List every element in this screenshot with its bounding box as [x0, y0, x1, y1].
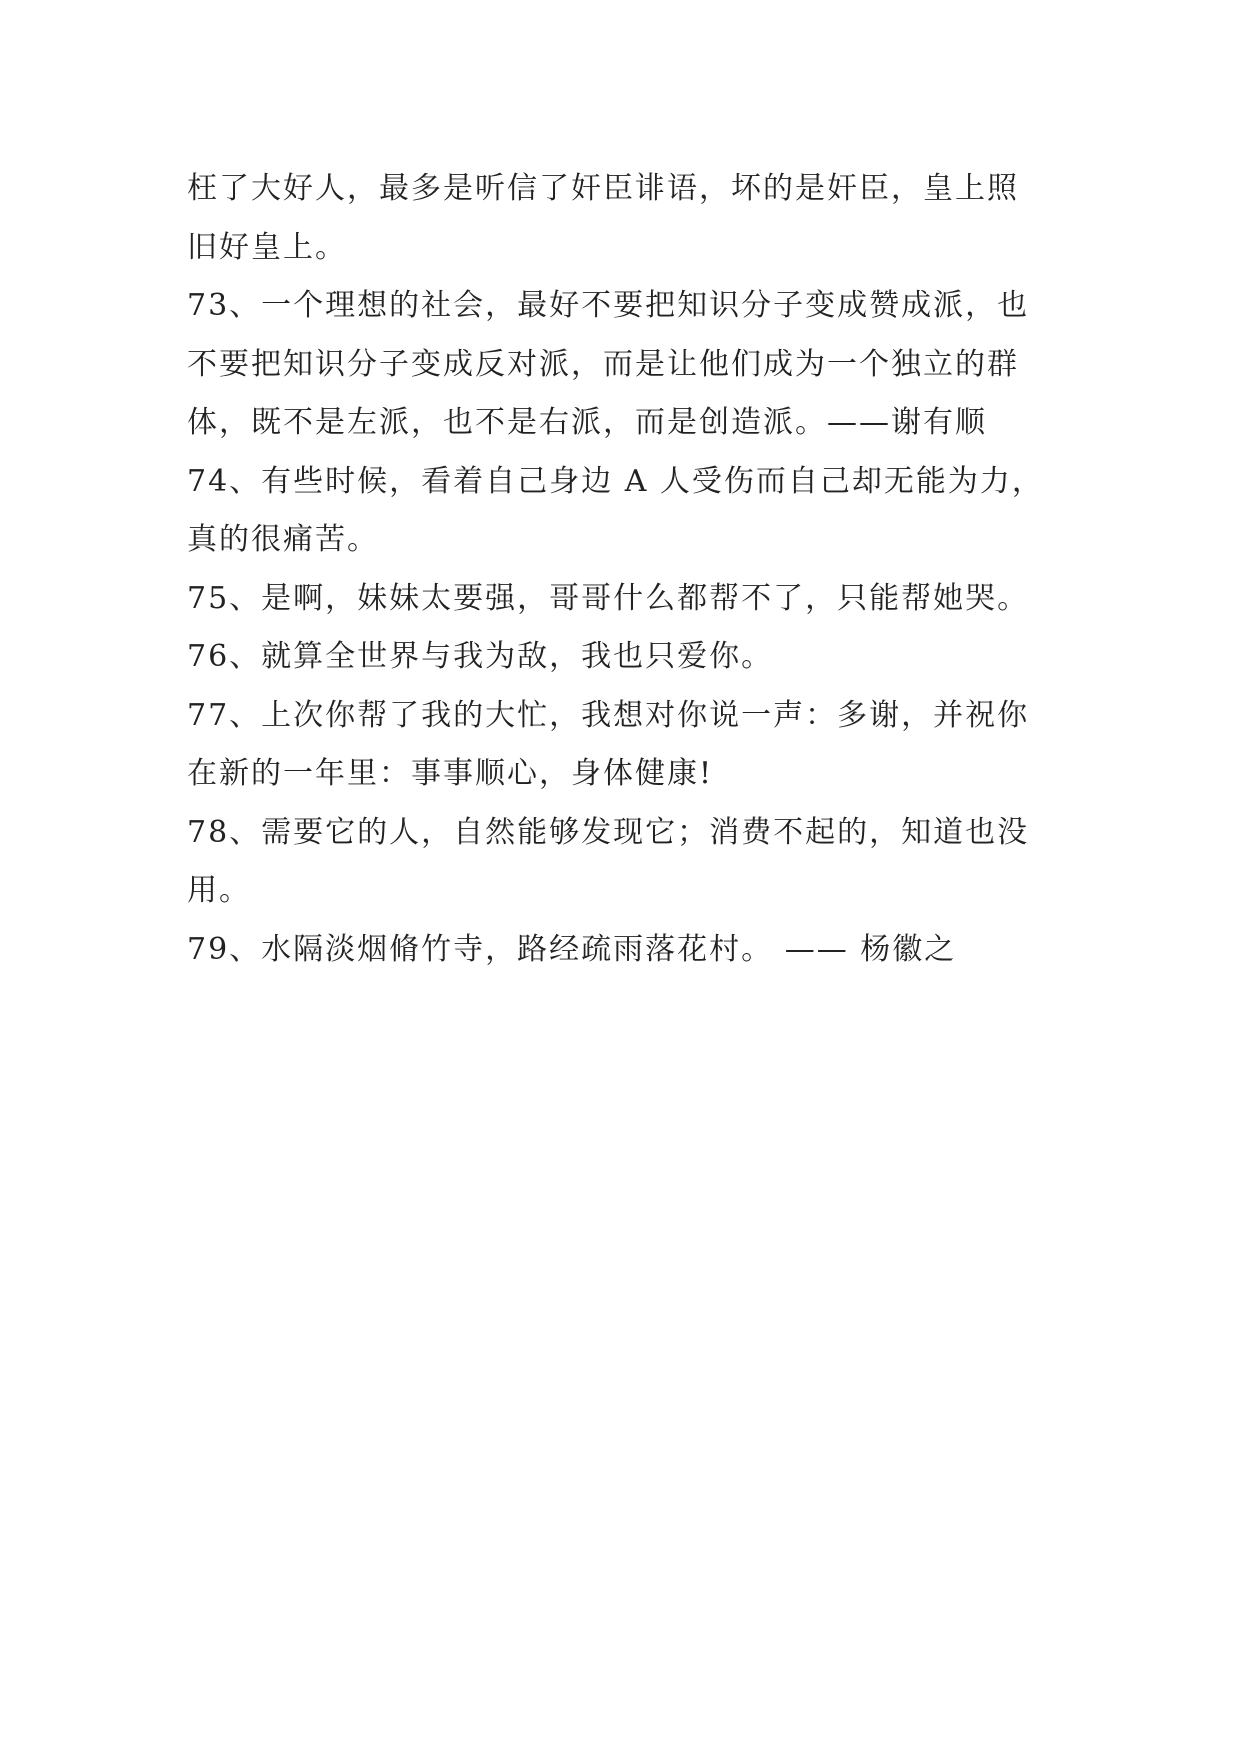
text-line: 74、有些时候，看着自己身边 A 人受伤而自己却无能为力，	[187, 463, 1044, 499]
text-line: 73、一个理想的社会，最好不要把知识分子变成赞成派，也	[187, 288, 1030, 323]
text-line: 75、是啊，妹妹太要强，哥哥什么都帮不了，只能帮她哭。	[187, 580, 1030, 616]
document-body	[187, 160, 1077, 979]
text-line: 78、需要它的人，自然能够发现它；消费不起的，知道也没	[187, 814, 1030, 850]
text-line: 真的很痛苦。	[187, 522, 379, 557]
text-line: 旧好皇上。	[187, 229, 347, 265]
text-line: 用。	[187, 873, 251, 908]
text-line: 77、上次你帮了我的大忙，我想对你说一声：多谢，并祝你	[187, 697, 1030, 733]
text-line: 不要把知识分子变成反对派，而是让他们成为一个独立的群	[187, 346, 1019, 382]
text-line: 76、就算全世界与我为敌，我也只爱你。	[187, 639, 774, 674]
text-line: 体，既不是左派，也不是右派，而是创造派。——谢有顺	[187, 405, 987, 440]
text-line: 79、水隔淡烟脩竹寺，路经疏雨落花村。 —— 杨徽之	[187, 931, 957, 967]
text-line: 在新的一年里：事事顺心，身体健康!	[187, 756, 714, 791]
text-line: 枉了大好人，最多是听信了奸臣诽语，坏的是奸臣，皇上照	[187, 171, 1019, 206]
